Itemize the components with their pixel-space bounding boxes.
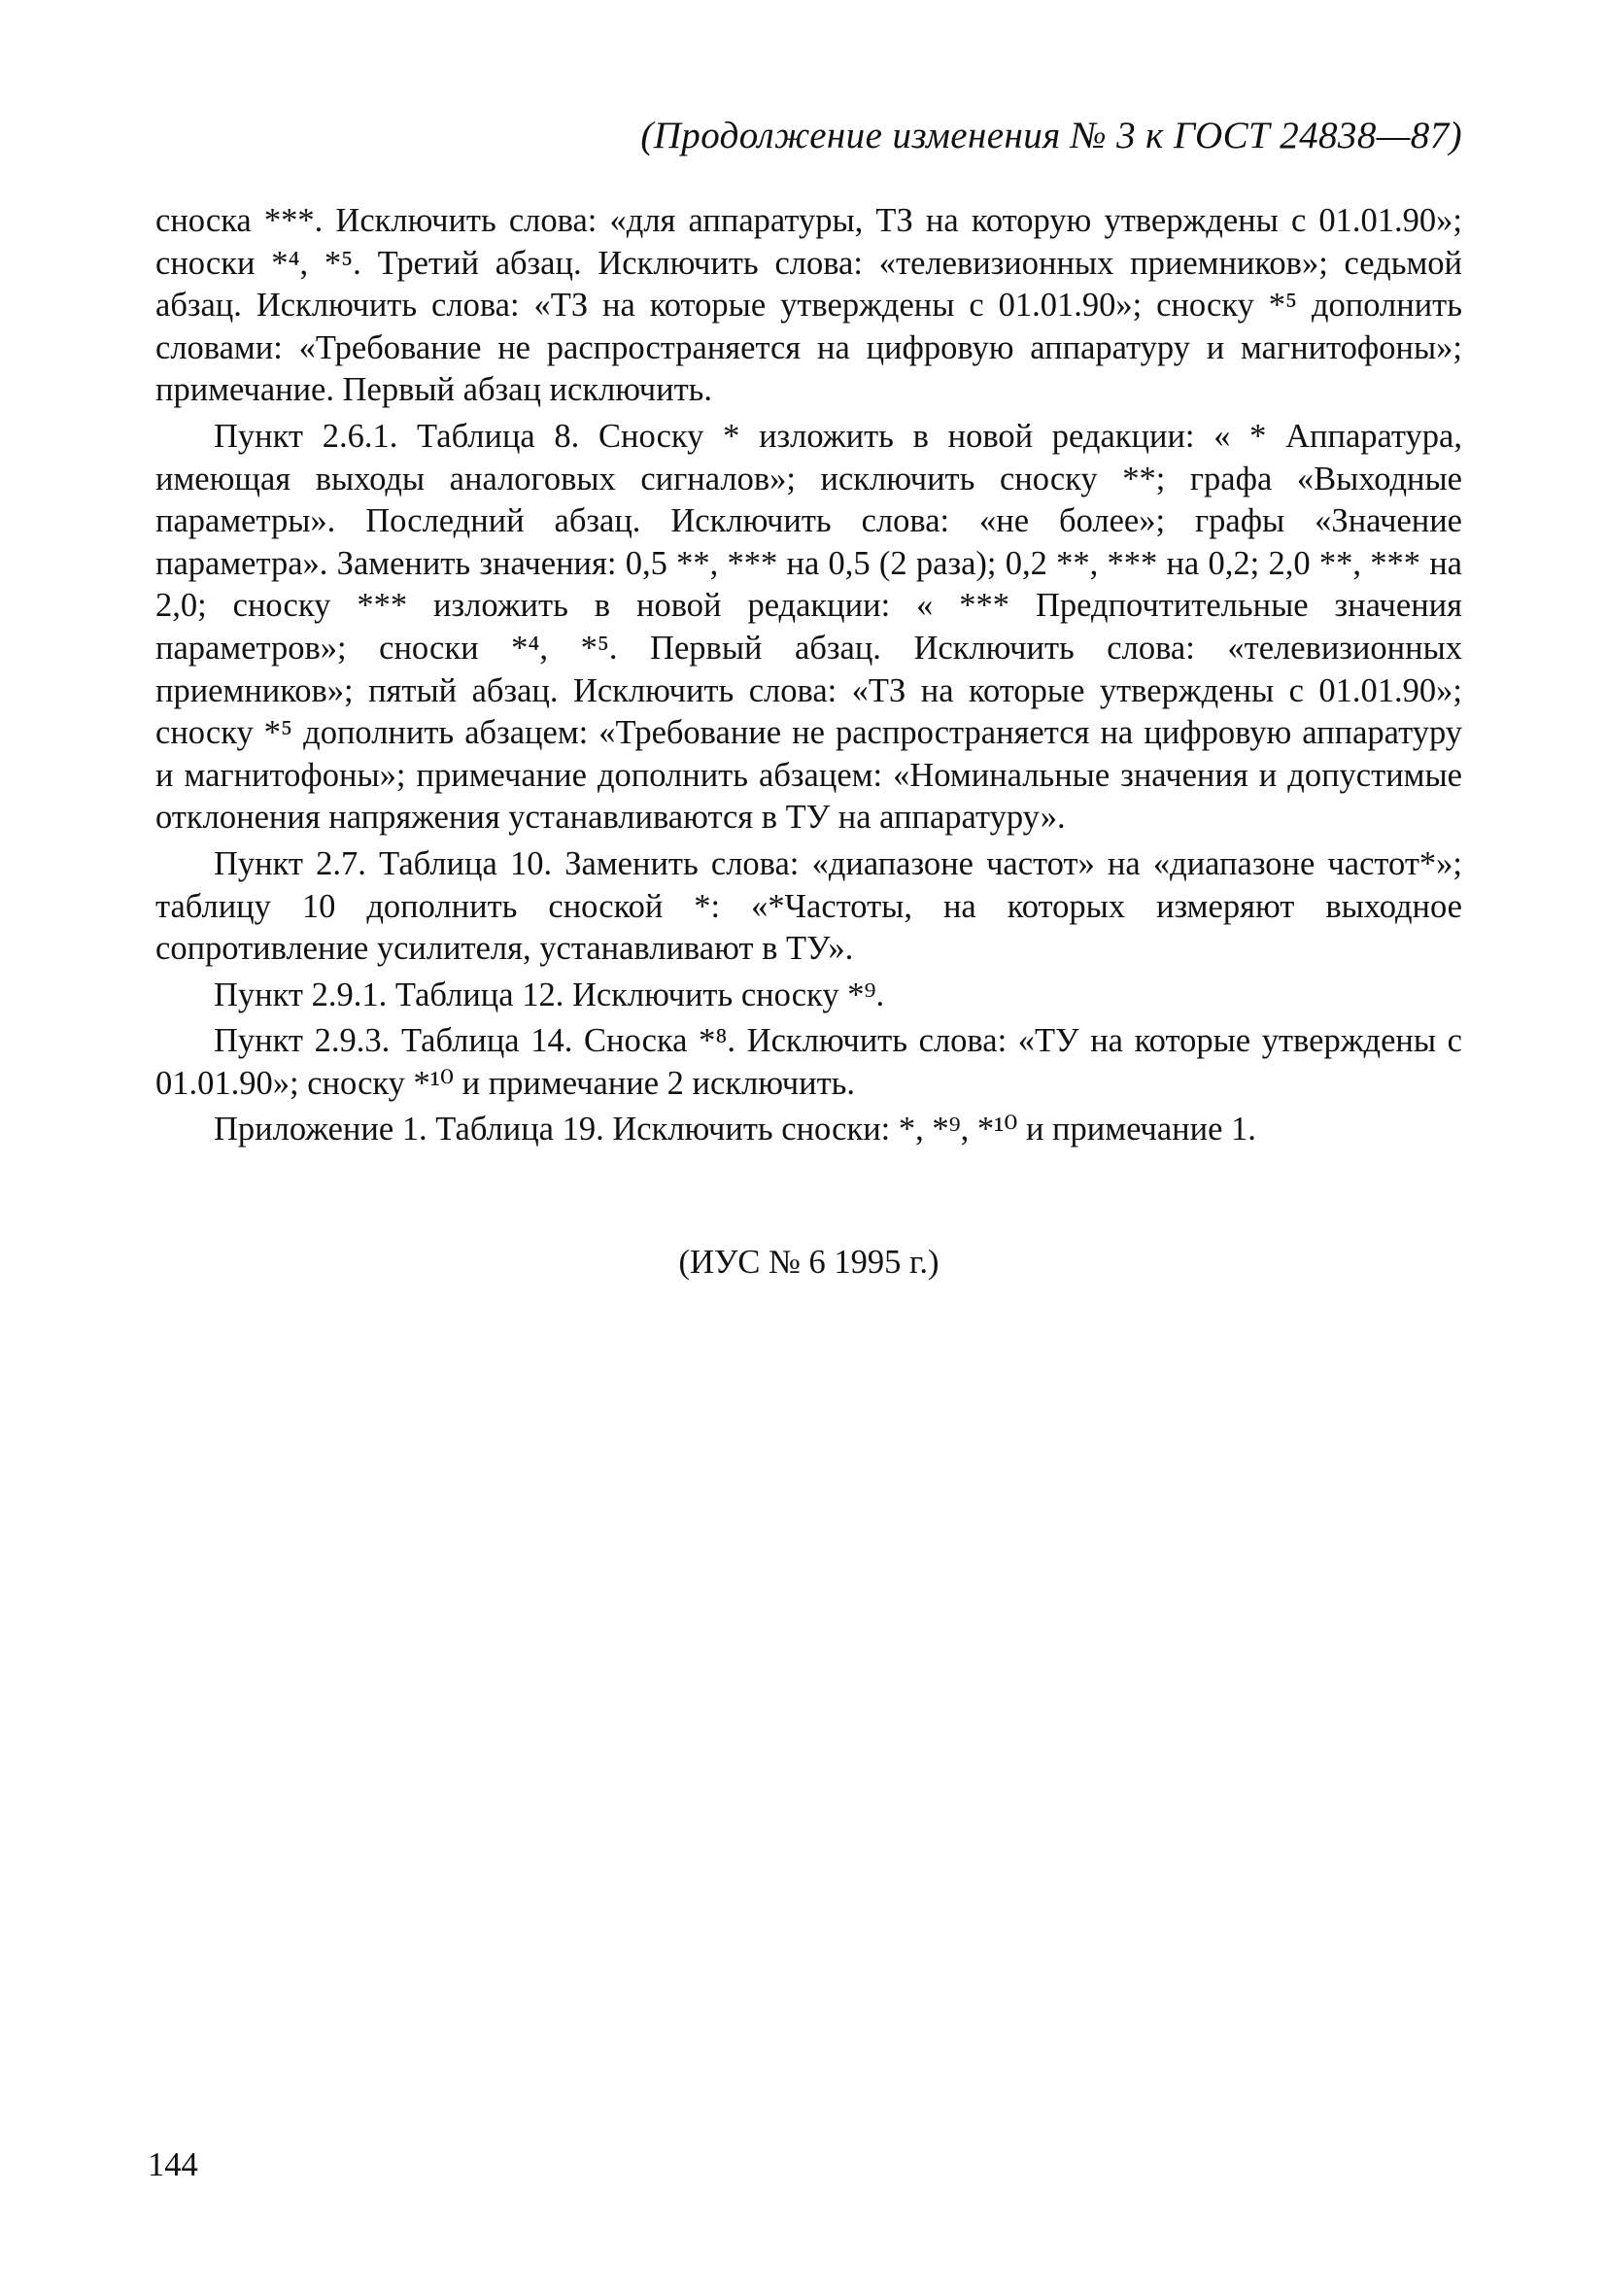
paragraph-item-2-9-3: Пункт 2.9.3. Таблица 14. Сноска *⁸. Исключить слова: «ТУ на которые утверждены с 01.01.90»; сноску *¹⁰ и примечание 2 исключить. [155,1022,1462,1102]
document-body [155,200,1462,1155]
paragraph-continuation: сноска ***. Исключить слова: «для аппаратуры, ТЗ на которую утверждены с 01.01.90»; сноски *⁴, *⁵. Третий абзац. Исключить слова: «телевизионных приемников»; седьмой абзац. Исключить слова: «ТЗ на которые утверждены с 01.01.90»; сноску *⁵ дополнить словами: «Требование не распространяется на цифровую аппаратуру и магнитофоны»; примечание. Первый абзац исключить. [155,202,1462,409]
paragraph-appendix-1: Приложение 1. Таблица 19. Исключить сноски: *, *⁹, *¹⁰ и примечание 1. [214,1111,1256,1148]
source-reference: (ИУС № 6 1995 г.) [678,1244,940,1281]
page-number: 144 [148,2146,198,2183]
paragraph-item-2-9-1: Пункт 2.9.1. Таблица 12. Исключить сноску *⁹. [214,976,885,1013]
paragraph-item-2-7: Пункт 2.7. Таблица 10. Заменить слова: «диапазоне частот» на «диапазоне частот*»; таблицу 10 дополнить сноской *: «*Частоты, на которых измеряют выходное сопротивление усилителя, устанавливают в ТУ». [155,844,1462,968]
continuation-header: (Продолжение изменения № 3 к ГОСТ 24838—87) [640,115,1462,156]
paragraph-item-2-6-1: Пункт 2.6.1. Таблица 8. Сноску * изложить в новой редакции: « * Аппаратура, имеющая выходы аналоговых сигналов»; исключить сноску **; графа «Выходные параметры». Последний абзац. Исключить слова: «не более»; графы «Значение параметра». Заменить значения: 0,5 **, *** на 0,5 (2 раза); 0,2 **, *** на 0,2; 2,0 **, *** на 2,0; сноску *** изложить в новой редакции: « *** Предпочтительные значения параметров»; сноски *⁴, *⁵. Первый абзац. Исключить слова: «телевизионных приемников»; пятый абзац. Исключить слова: «ТЗ на которые утверждены с 01.01.90»; сноску *⁵ дополнить абзацем: «Требование не распространяется на цифровую аппаратуру и магнитофоны»; примечание дополнить абзацем: «Номинальные значения и допустимые отклонения напряжения устанавливаются в ТУ на аппаратуру». [155,417,1462,837]
